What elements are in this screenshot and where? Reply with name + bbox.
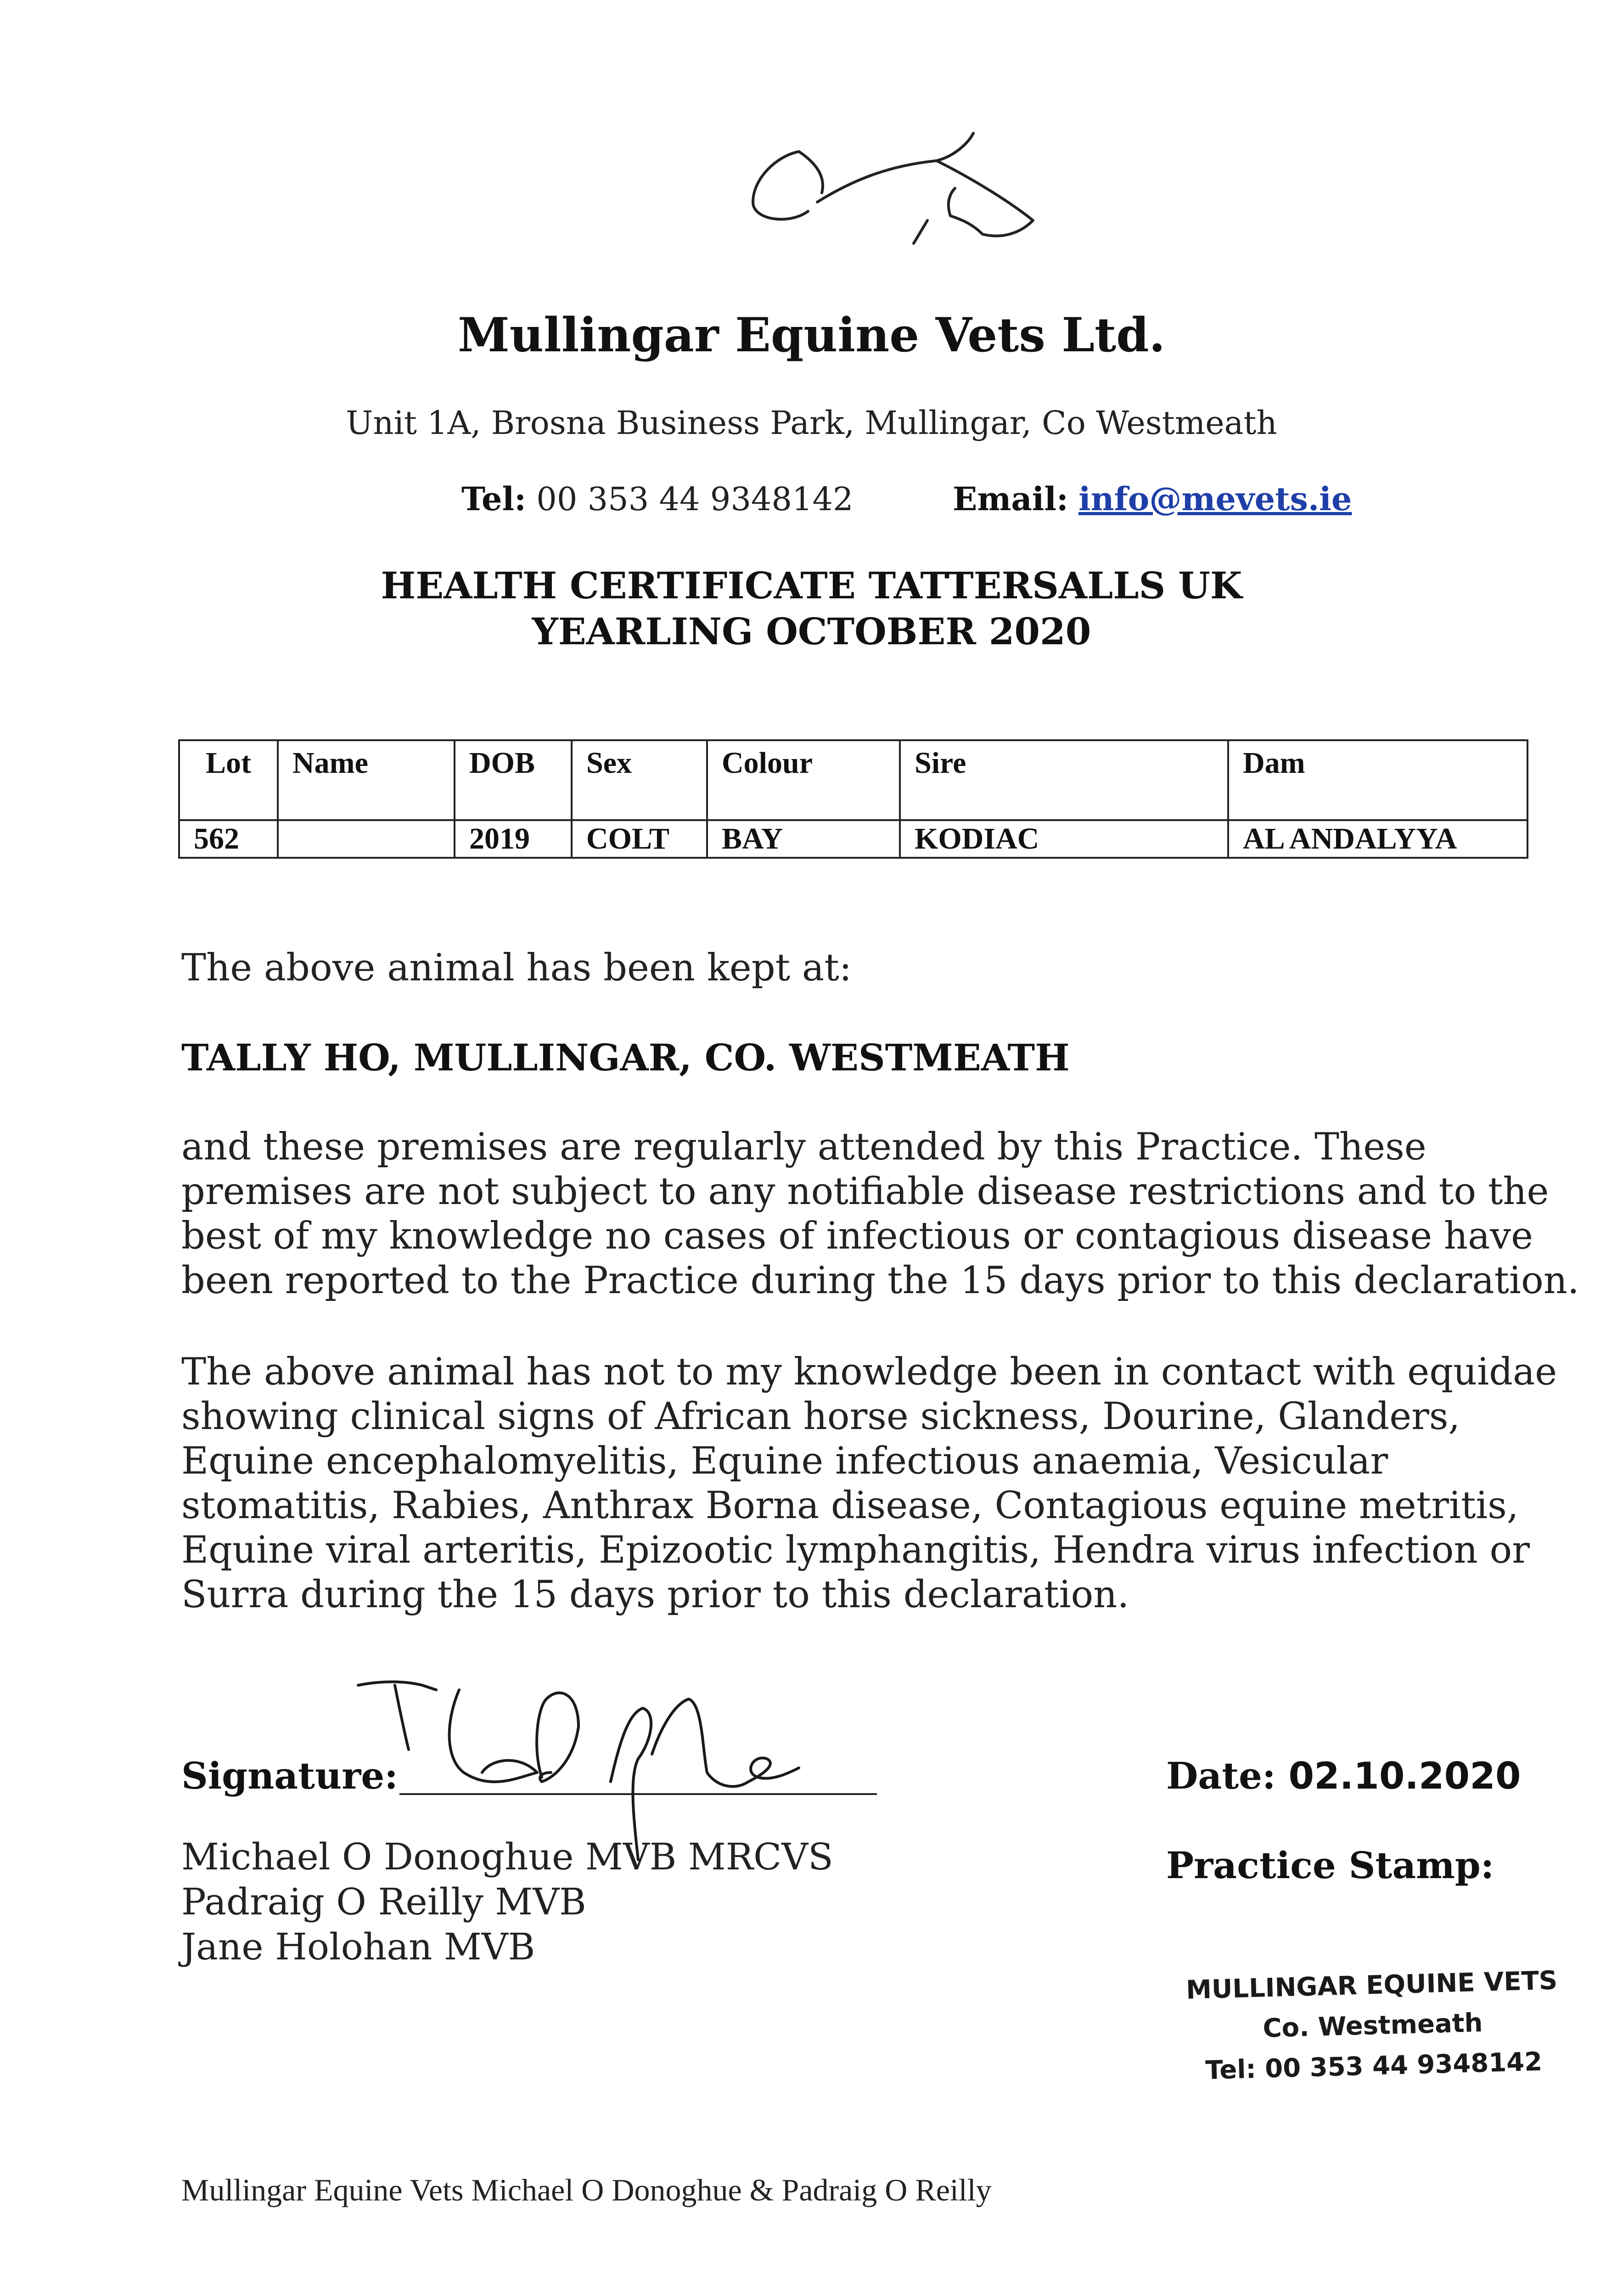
date-value: 02.10.2020 <box>1288 1755 1521 1797</box>
header-dam: Dam <box>1228 740 1528 820</box>
telephone-label: Tel: <box>461 480 527 518</box>
cell-name <box>278 820 455 858</box>
signature-label: Signature: <box>181 1754 398 1797</box>
animal-details-table <box>178 739 1528 859</box>
cell-lot: 562 <box>179 820 278 858</box>
header-name: Name <box>278 740 455 820</box>
stamp-line: Tel: 00 353 44 9348142 <box>1205 2047 1543 2086</box>
table-row <box>179 820 1528 858</box>
telephone-line <box>461 480 854 518</box>
vet-name: Jane Holohan MVB <box>181 1925 535 1968</box>
telephone-value: 00 353 44 9348142 <box>536 480 854 518</box>
premises-declaration-paragraph: and these premises are regularly attended by this Practice. These premises are not subject to any notifiable disease restrictions and to the best of my knowledge no cases of infectious or contagious disease have been reported to the Practice during the 15 days prior to this declaration. <box>181 1125 1579 1302</box>
header-sex: Sex <box>572 740 707 820</box>
email-link[interactable]: info@mevets.ie <box>1078 480 1352 518</box>
cell-colour: BAY <box>707 820 900 858</box>
header-dob: DOB <box>455 740 572 820</box>
cell-sex: COLT <box>572 820 707 858</box>
practice-stamp-label: Practice Stamp: <box>1166 1844 1494 1887</box>
header-sire: Sire <box>900 740 1228 820</box>
company-name: Mullingar Equine Vets Ltd. <box>457 308 1166 363</box>
certificate-title <box>0 563 1623 654</box>
email-label: Email: <box>953 480 1068 518</box>
disease-contact-paragraph: The above animal has not to my knowledge been in contact with equidae showing clinical signs of African horse sickness, Dourine, Glanders, Equine encephalomyelitis, Equine infectious anaemia, Vesicular stomatitis, Rabies, Anthrax Borna disease, Contagious equine metritis, Equine viral arteritis, Epizootic lymphangitis, Hendra virus infection or Surra during the 15 days prior to this declaration. <box>181 1351 1557 1616</box>
email-line <box>953 480 1352 518</box>
footer-text: Mullingar Equine Vets Michael O Donoghue & Padraig O Reilly <box>181 2172 992 2207</box>
cell-sire: KODIAC <box>900 820 1228 858</box>
kept-at-label: The above animal has been kept at: <box>181 946 852 990</box>
vets-list <box>181 1835 833 1970</box>
header-lot: Lot <box>179 740 278 820</box>
vet-name: Michael O Donoghue MVB MRCVS <box>181 1835 833 1878</box>
table-header-row <box>179 740 1528 820</box>
horse-head-logo-icon <box>735 129 1056 266</box>
certificate-title-line-2: YEARLING OCTOBER 2020 <box>532 610 1091 653</box>
date-label: Date: <box>1166 1754 1276 1797</box>
premises-address: TALLY HO, MULLINGAR, CO. WESTMEATH <box>181 1036 1070 1079</box>
cell-dam: AL ANDALYYA <box>1228 820 1528 858</box>
stamp-line: MULLINGAR EQUINE VETS <box>1185 1965 1558 2005</box>
vet-name: Padraig O Reilly MVB <box>181 1880 586 1923</box>
date-field <box>1166 1754 1521 1797</box>
cell-dob: 2019 <box>455 820 572 858</box>
stamp-line: Co. Westmeath <box>1262 2008 1483 2044</box>
header-colour: Colour <box>707 740 900 820</box>
practice-stamp <box>1174 1960 1572 2092</box>
company-address: Unit 1A, Brosna Business Park, Mullingar, Co Westmeath <box>346 404 1277 442</box>
certificate-title-line-1: HEALTH CERTIFICATE TATTERSALLS UK <box>381 564 1242 607</box>
